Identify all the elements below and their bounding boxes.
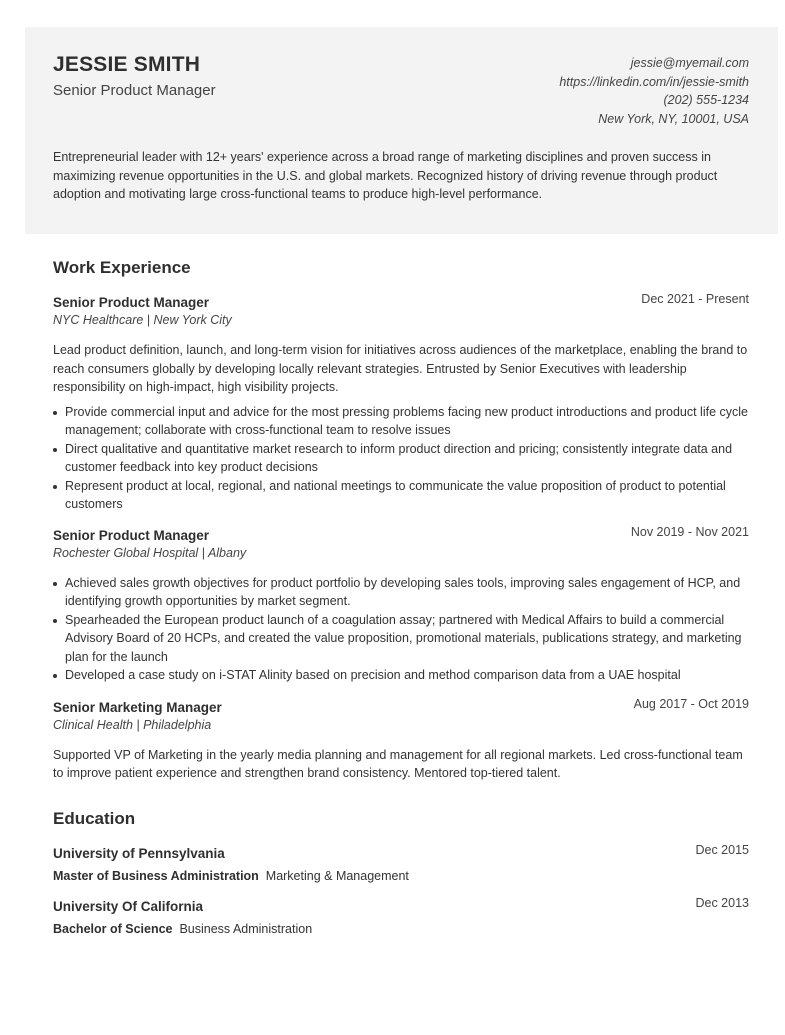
job-date: Dec 2021 - Present [641, 292, 749, 306]
education-entry [53, 842, 749, 883]
bullet-item: Spearheaded the European product launch of a coagulation assay; partnered with Medical Affairs to build a commercial Advisory Board of 20 HCPs, and created the value proposition, promotional materials, publications strategy, and marketing plan for the launch [65, 611, 749, 667]
job-role: Senior Product Manager [53, 527, 210, 543]
degree-field: Marketing & Management [265, 868, 409, 883]
job-date: Nov 2019 - Nov 2021 [630, 524, 749, 539]
degree-name: Master of Business Administration [53, 868, 259, 883]
location: New York, NY, 10001, USA [598, 111, 749, 126]
candidate-title: Senior Product Manager [53, 82, 216, 99]
degree-name: Bachelor of Science [53, 921, 173, 936]
bullet-item: Achieved sales growth objectives for product portfolio by developing sales tools, improving sales engagement of HCP, and identifying growth opportunities by market segment. [65, 574, 749, 611]
email[interactable]: jessie@myemail.com [630, 56, 749, 70]
work-experience-heading: Work Experience [53, 258, 191, 277]
job-entry [53, 696, 749, 783]
resume-header [25, 27, 778, 234]
job-description: Supported VP of Marketing in the yearly media planning and management for all regional markets. Led cross-functional team to improve patient experience and strengthen brand consistency. Mentored top-tiered talent. [53, 747, 743, 780]
job-description: Lead product definition, launch, and long-term vision for initiatives across audiences of the marketplace, enabling the brand to reach consumers globally by developing locally relevant strategies. Entrusted by Senior Executives with leadership responsibility on high-impact, high visibility projects. [53, 343, 748, 394]
degree-line [53, 869, 749, 883]
bullet-item: Provide commercial input and advice for the most pressing problems facing new product introductions and product life cycle management; collaborate with cross-functional team to resolve issues [65, 403, 749, 440]
school-name: University of Pennsylvania [53, 845, 225, 861]
bullet-item: Direct qualitative and quantitative market research to inform product direction and pricing; consistently integrate data and customer feedback into key product decisions [65, 440, 749, 477]
education-heading: Education [53, 808, 136, 828]
linkedin-link[interactable]: https://linkedin.com/in/jessie-smith [559, 74, 749, 89]
job-entry [53, 292, 749, 514]
degree-field: Business Administration [179, 921, 313, 936]
education-entry [53, 895, 749, 936]
phone: (202) 555-1234 [663, 93, 749, 107]
contact-info [559, 54, 749, 128]
job-company: NYC Healthcare | New York City [53, 313, 232, 327]
job-role: Senior Product Manager [53, 295, 210, 310]
education-date: Dec 2013 [695, 895, 749, 910]
resume-body [53, 258, 749, 936]
job-bullets [53, 403, 749, 514]
job-company: Clinical Health | Philadelphia [53, 717, 212, 732]
job-role: Senior Marketing Manager [53, 699, 222, 715]
bullet-item: Developed a case study on i-STAT Alinity based on precision and method comparison data from a UAE hospital [65, 666, 749, 685]
job-company: Rochester Global Hospital | Albany [53, 545, 247, 560]
summary: Entrepreneurial leader with 12+ years' experience across a broad range of marketing disciplines and proven success in maximizing revenue opportunities in the U.S. and global markets. Recognized history of driving revenue through product adoption and motivating large cross-functional teams to produce high-level performance. [53, 150, 718, 201]
bullet-item: Represent product at local, regional, and national meetings to communicate the value proposition of product to potential customers [65, 477, 749, 514]
job-entry [53, 524, 749, 685]
degree-line [53, 922, 749, 936]
candidate-name: JESSIE SMITH [53, 53, 201, 76]
job-bullets [53, 574, 749, 685]
job-date: Aug 2017 - Oct 2019 [633, 696, 749, 711]
school-name: University Of California [53, 898, 204, 914]
education-date: Dec 2015 [695, 842, 749, 857]
